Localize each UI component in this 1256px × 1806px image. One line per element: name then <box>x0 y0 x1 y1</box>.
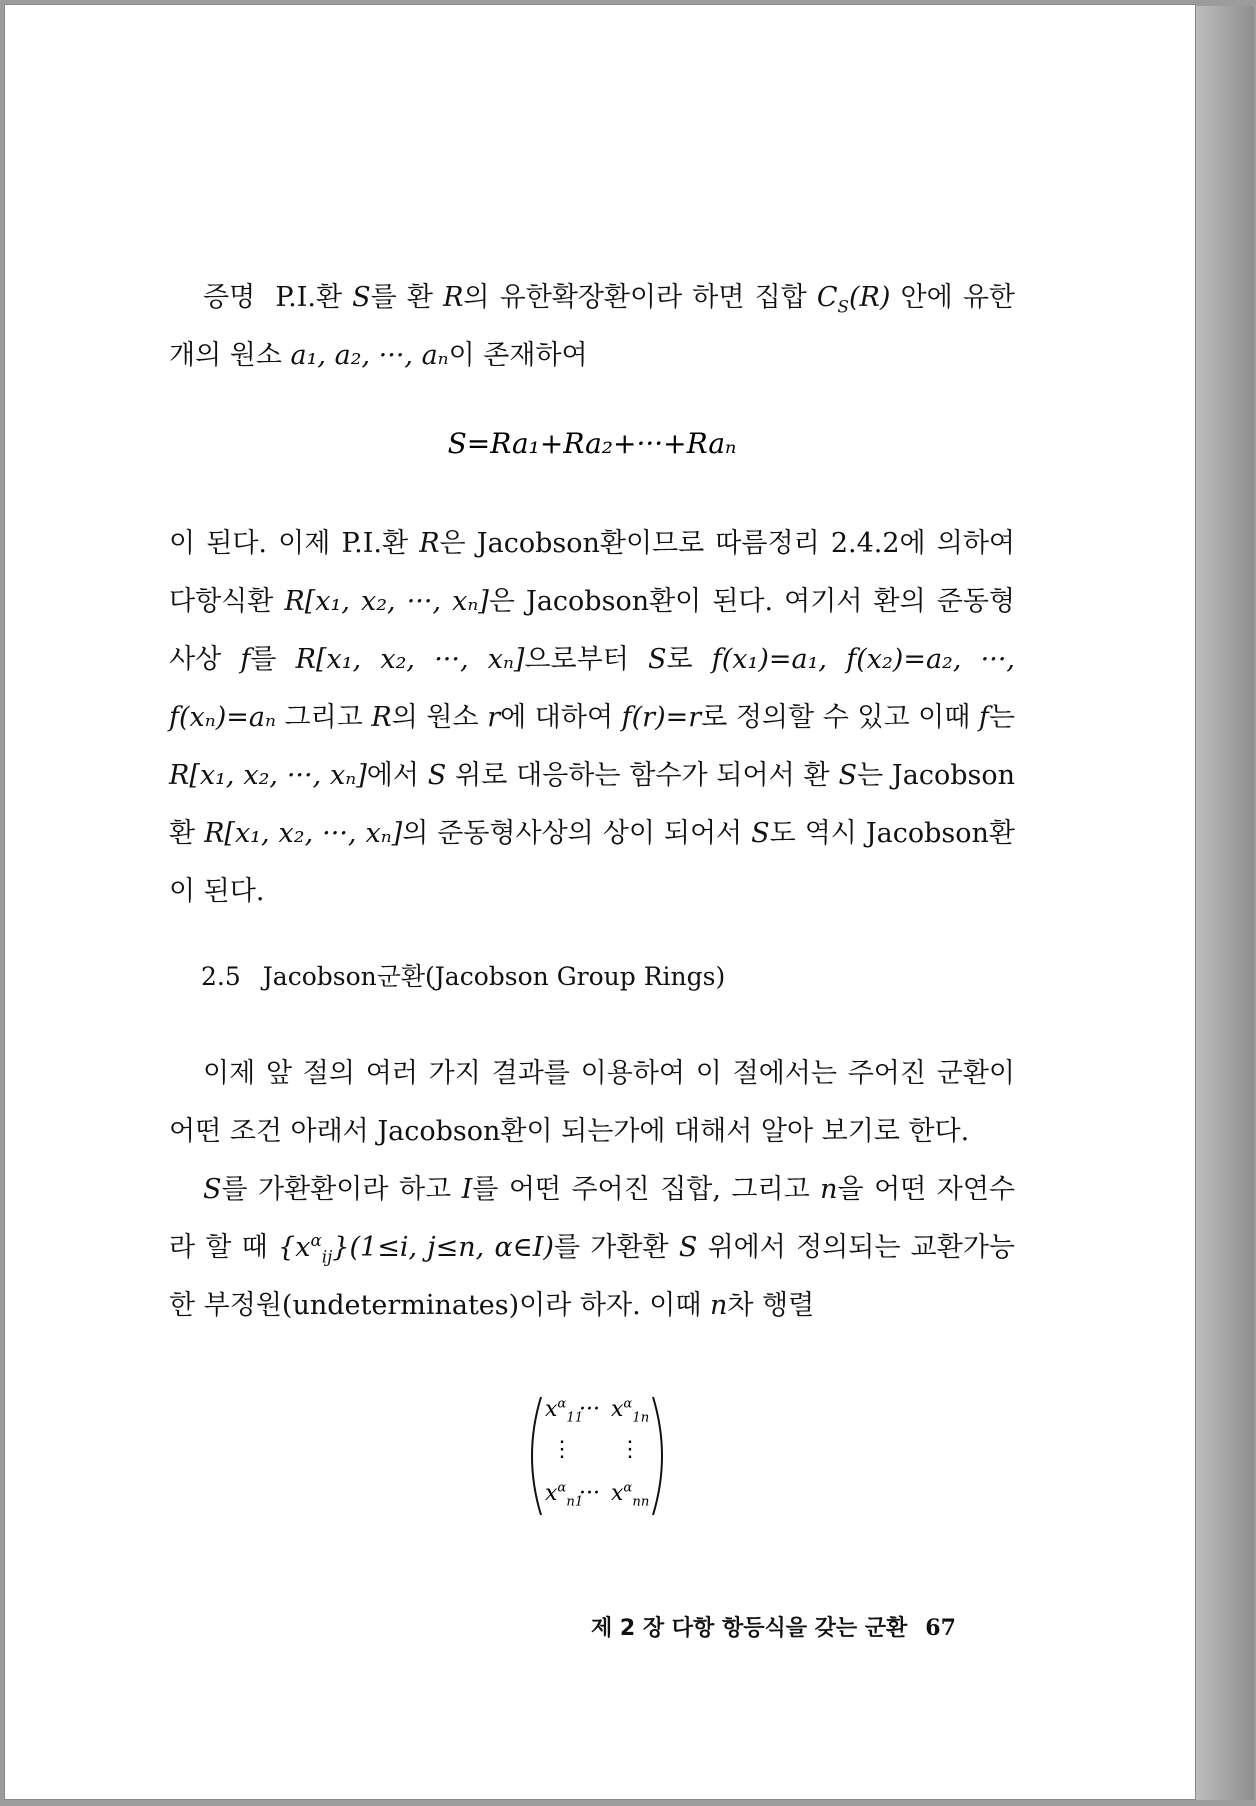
matrix-cell-1n: $x^\alpha_{1n}$ <box>611 1396 650 1426</box>
chapter-title: 제 2 장 다항 항등식을 갖는 군환 <box>591 1616 908 1641</box>
section-number: 2.5 <box>201 962 241 991</box>
matrix-cell-nn: $x^\alpha_{nn}$ <box>611 1480 650 1510</box>
matrix-col1-vdots: ⋮ <box>551 1437 573 1462</box>
matrix-cell-11: $x^\alpha_{11}$ <box>545 1396 584 1426</box>
page-edge <box>1196 6 1254 1800</box>
matrix-rown-dots: ··· <box>579 1481 600 1506</box>
matrix-coln-vdots: ⋮ <box>619 1437 641 1462</box>
section-title: Jacobson군환(Jacobson Group Rings) <box>262 962 726 991</box>
page-number: 67 <box>925 1615 956 1641</box>
matrix-cell-n1: $x^\alpha_{n1}$ <box>545 1480 584 1510</box>
proof-paragraph: 증명 P.I.환 S를 환 R의 유한확장환이라 하면 집합 $C_S(R)$ 안에 유한개의 원소 a₁, a₂, ···, aₙ이 존재하여 <box>169 282 1015 371</box>
intro-paragraphs <box>169 1045 1015 1335</box>
matrix-x-alpha <box>527 1393 667 1519</box>
page-footer <box>591 1611 956 1642</box>
section-heading <box>201 957 725 997</box>
book-page <box>4 4 1196 1800</box>
intro-paragraph-2: S를 가환환이라 하고 I를 어떤 주어진 집합, 그리고 n을 어떤 자연수라 할 때 $\{x^\alpha_{ij}\}(1\le i$, j≤n, α∈I)를 가환환 S 위에서 정의되는 교환가능한 부정원(undeterminates)이라 하자. 이때 n차 행렬 <box>169 1174 1015 1321</box>
proof-label: 증명 <box>203 282 256 313</box>
equation-s-sum: S=Ra₁+Ra₂+···+Raₙ <box>447 427 737 460</box>
matrix-row1-dots: ··· <box>579 1397 600 1422</box>
intro-paragraph-1: 이제 앞 절의 여러 가지 결과를 이용하여 이 절에서는 주어진 군환이 어떤 조건 아래서 Jacobson환이 되는가에 대해서 알아 보기로 한다. <box>169 1058 1015 1147</box>
proof-continued-paragraph: 이 된다. 이제 P.I.환 R은 Jacobson환이므로 따름정리 2.4.2에 의하여 다항식환 R[x₁, x₂, ···, xₙ]은 Jacobson환이 된다. 여기서 환의 준동형사상 f를 R[x₁, x₂, ···, xₙ]으로부터 S로 f(x₁)=a₁, f(x₂)=a₂, ···, f(xₙ)=aₙ 그리고 R의 원소 r에 대하여 f(r)=r로 정의할 수 있고 이때 f는 R[x₁, x₂, ···, xₙ]에서 S 위로 대응하는 함수가 되어서 환 S는 Jacobson환 R[x₁, x₂, ···, xₙ]의 준동형사상의 상이 되어서 S도 역시 Jacobson환이 된다. <box>169 528 1016 907</box>
